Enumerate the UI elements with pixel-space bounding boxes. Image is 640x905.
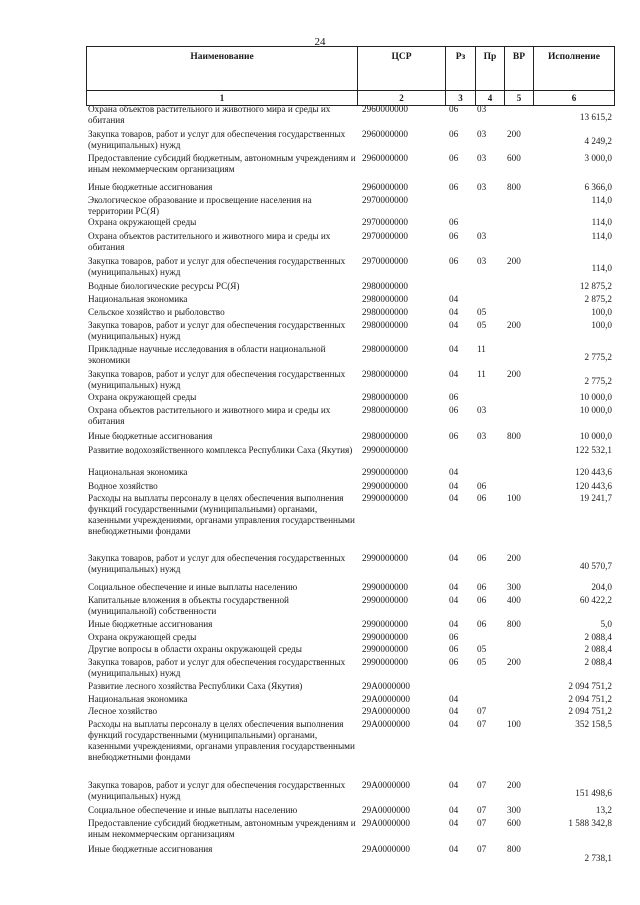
row-name: Национальная экономика <box>88 467 188 477</box>
row-name: Закупка товаров, работ и услуг для обеспечения государственных (муниципальных) нужд <box>88 129 346 150</box>
row-execution: 10 000,0 <box>579 405 612 415</box>
row-pr: 03 <box>477 231 487 241</box>
row-rz: 04 <box>449 719 459 729</box>
row-execution: 120 443,6 <box>575 481 612 491</box>
row-name: Охрана окружающей среды <box>88 392 197 402</box>
row-execution: 2 875,2 <box>584 294 612 304</box>
row-name: Водное хозяйство <box>88 481 158 491</box>
row-rz: 06 <box>449 657 459 667</box>
row-rz: 04 <box>449 481 459 491</box>
row-rz: 04 <box>449 369 459 379</box>
row-rz: 06 <box>449 153 459 163</box>
row-csr: 2990000000 <box>362 657 408 667</box>
page-number: 24 <box>314 36 326 48</box>
row-execution: 114,0 <box>591 231 612 241</box>
row-execution: 40 570,7 <box>579 561 612 571</box>
row-vr: 100 <box>507 719 521 729</box>
row-csr: 2980000000 <box>362 344 408 354</box>
row-csr: 2990000000 <box>362 632 408 642</box>
header-pr: Пр <box>476 47 505 91</box>
row-pr: 06 <box>477 493 487 503</box>
row-pr: 11 <box>477 344 486 354</box>
row-vr: 200 <box>507 780 521 790</box>
row-rz: 04 <box>449 344 459 354</box>
row-rz: 04 <box>449 467 459 477</box>
row-pr: 05 <box>477 644 487 654</box>
row-pr: 06 <box>477 553 487 563</box>
header-num-3: 3 <box>446 91 476 106</box>
row-execution: 12 875,2 <box>579 281 612 291</box>
row-execution: 13 615,2 <box>579 112 612 122</box>
row-execution: 2 088,4 <box>584 644 612 654</box>
header-num-2: 2 <box>358 91 446 106</box>
row-execution: 10 000,0 <box>579 392 612 402</box>
row-execution: 100,0 <box>591 307 612 317</box>
row-csr: 29А0000000 <box>362 694 410 704</box>
row-csr: 2980000000 <box>362 320 408 330</box>
row-name: Закупка товаров, работ и услуг для обеспечения государственных (муниципальных) нужд <box>88 369 346 390</box>
row-vr: 300 <box>507 805 521 815</box>
row-pr: 03 <box>477 256 487 266</box>
header-num-1: 1 <box>87 91 358 106</box>
row-rz: 04 <box>449 582 459 592</box>
header-num-4: 4 <box>476 91 505 106</box>
row-pr: 03 <box>477 129 487 139</box>
row-name: Иные бюджетные ассигнования <box>88 844 213 854</box>
row-execution: 100,0 <box>591 320 612 330</box>
row-csr: 29А0000000 <box>362 719 410 729</box>
row-vr: 800 <box>507 182 521 192</box>
row-csr: 2970000000 <box>362 231 408 241</box>
row-pr: 06 <box>477 582 487 592</box>
row-execution: 151 498,6 <box>575 788 612 798</box>
row-execution: 2 738,1 <box>584 853 612 863</box>
row-csr: 2980000000 <box>362 431 408 441</box>
row-vr: 200 <box>507 369 521 379</box>
row-rz: 06 <box>449 231 459 241</box>
row-pr: 03 <box>477 405 487 415</box>
header-execution: Исполнение <box>534 47 615 91</box>
row-csr: 2990000000 <box>362 619 408 629</box>
row-name: Сельское хозяйство и рыболовство <box>88 307 225 317</box>
row-name: Закупка товаров, работ и услуг для обеспечения государственных (муниципальных) нужд <box>88 320 346 341</box>
row-name: Охрана объектов растительного и животного мира и среды их обитания <box>88 104 331 125</box>
header-rz: Рз <box>446 47 476 91</box>
row-pr: 07 <box>477 818 487 828</box>
row-rz: 04 <box>449 595 459 605</box>
row-rz: 04 <box>449 780 459 790</box>
row-vr: 600 <box>507 153 521 163</box>
row-name: Национальная экономика <box>88 694 188 704</box>
row-execution: 10 000,0 <box>579 431 612 441</box>
row-rz: 06 <box>449 104 459 114</box>
row-csr: 29А0000000 <box>362 818 410 828</box>
row-csr: 2980000000 <box>362 307 408 317</box>
row-pr: 06 <box>477 481 487 491</box>
row-name: Расходы на выплаты персоналу в целях обеспечения выполнения функций государственными (муниципальными) органами, казенными учреждениями, органами управления государственными внебюджетными фондами <box>88 719 355 762</box>
row-pr: 07 <box>477 780 487 790</box>
row-rz: 04 <box>449 805 459 815</box>
row-execution: 114,0 <box>591 263 612 273</box>
row-execution: 5,0 <box>600 619 612 629</box>
row-pr: 05 <box>477 307 487 317</box>
row-rz: 06 <box>449 431 459 441</box>
row-csr: 29А0000000 <box>362 681 410 691</box>
row-name: Иные бюджетные ассигнования <box>88 431 213 441</box>
row-execution: 60 422,2 <box>579 595 612 605</box>
row-name: Закупка товаров, работ и услуг для обеспечения государственных (муниципальных) нужд <box>88 553 346 574</box>
row-name: Другие вопросы в области охраны окружающей среды <box>88 644 302 654</box>
row-rz: 04 <box>449 320 459 330</box>
row-execution: 120 443,6 <box>575 467 612 477</box>
header-vr: ВР <box>505 47 534 91</box>
row-rz: 04 <box>449 706 459 716</box>
row-csr: 2990000000 <box>362 644 408 654</box>
row-rz: 04 <box>449 818 459 828</box>
row-csr: 29А0000000 <box>362 844 410 854</box>
row-name: Охрана окружающей среды <box>88 632 197 642</box>
row-name: Охрана объектов растительного и животного мира и среды их обитания <box>88 405 331 426</box>
row-rz: 04 <box>449 694 459 704</box>
row-rz: 06 <box>449 129 459 139</box>
row-vr: 200 <box>507 553 521 563</box>
row-rz: 04 <box>449 307 459 317</box>
row-vr: 400 <box>507 595 521 605</box>
row-name: Экологическое образование и просвещение населения на территории РС(Я) <box>88 195 312 216</box>
row-execution: 2 094 751,2 <box>568 706 612 716</box>
row-pr: 07 <box>477 805 487 815</box>
row-name: Водные биологические ресурсы РС(Я) <box>88 281 240 291</box>
row-execution: 4 249,2 <box>584 136 612 146</box>
row-pr: 05 <box>477 320 487 330</box>
row-name: Охрана окружающей среды <box>88 217 197 227</box>
row-csr: 2980000000 <box>362 405 408 415</box>
row-pr: 07 <box>477 719 487 729</box>
row-pr: 03 <box>477 182 487 192</box>
row-csr: 2960000000 <box>362 129 408 139</box>
row-rz: 04 <box>449 294 459 304</box>
row-csr: 29А0000000 <box>362 780 410 790</box>
row-name: Закупка товаров, работ и услуг для обеспечения государственных (муниципальных) нужд <box>88 780 346 801</box>
row-name: Охрана объектов растительного и животного мира и среды их обитания <box>88 231 331 252</box>
row-csr: 2960000000 <box>362 182 408 192</box>
row-execution: 1 588 342,8 <box>568 818 612 828</box>
row-csr: 2960000000 <box>362 104 408 114</box>
header-name: Наименование <box>87 47 358 91</box>
row-name: Прикладные научные исследования в области национальной экономики <box>88 344 326 365</box>
row-execution: 2 088,4 <box>584 657 612 667</box>
row-name: Закупка товаров, работ и услуг для обеспечения государственных (муниципальных) нужд <box>88 256 346 277</box>
row-pr: 11 <box>477 369 486 379</box>
row-vr: 200 <box>507 657 521 667</box>
row-rz: 06 <box>449 217 459 227</box>
row-pr: 07 <box>477 844 487 854</box>
row-csr: 2990000000 <box>362 582 408 592</box>
row-execution: 352 158,5 <box>575 719 612 729</box>
row-name: Развитие лесного хозяйства Республики Саха (Якутия) <box>88 681 303 691</box>
row-name: Предоставление субсидий бюджетным, автономным учреждениям и иным некоммерческим организациям <box>88 153 356 174</box>
row-rz: 04 <box>449 553 459 563</box>
row-pr: 06 <box>477 619 487 629</box>
row-vr: 300 <box>507 582 521 592</box>
row-pr: 03 <box>477 104 487 114</box>
header-csr: ЦСР <box>358 47 446 91</box>
row-csr: 29А0000000 <box>362 805 410 815</box>
row-rz: 06 <box>449 644 459 654</box>
row-rz: 06 <box>449 405 459 415</box>
row-name: Предоставление субсидий бюджетным, автономным учреждениям и иным некоммерческим организациям <box>88 818 356 839</box>
row-execution: 2 088,4 <box>584 632 612 642</box>
row-execution: 6 366,0 <box>584 182 612 192</box>
row-vr: 800 <box>507 431 521 441</box>
row-execution: 2 094 751,2 <box>568 681 612 691</box>
row-csr: 2990000000 <box>362 595 408 605</box>
row-name: Социальное обеспечение и иные выплаты населению <box>88 582 298 592</box>
row-csr: 2990000000 <box>362 445 408 455</box>
row-csr: 2990000000 <box>362 493 408 503</box>
row-csr: 2980000000 <box>362 369 408 379</box>
row-name: Закупка товаров, работ и услуг для обеспечения государственных (муниципальных) нужд <box>88 657 346 678</box>
row-csr: 2980000000 <box>362 281 408 291</box>
row-rz: 06 <box>449 632 459 642</box>
row-execution: 2 775,2 <box>584 376 612 386</box>
row-name: Развитие водохозяйственного комплекса Республики Саха (Якутия) <box>88 445 353 455</box>
row-vr: 200 <box>507 320 521 330</box>
row-vr: 800 <box>507 619 521 629</box>
row-csr: 29А0000000 <box>362 706 410 716</box>
row-execution: 204,0 <box>591 582 612 592</box>
row-pr: 03 <box>477 431 487 441</box>
row-execution: 19 241,7 <box>579 493 612 503</box>
row-pr: 03 <box>477 153 487 163</box>
row-rz: 06 <box>449 182 459 192</box>
row-csr: 2970000000 <box>362 256 408 266</box>
row-rz: 06 <box>449 392 459 402</box>
row-csr: 2990000000 <box>362 553 408 563</box>
row-rz: 06 <box>449 256 459 266</box>
row-name: Лесное хозяйство <box>88 706 158 716</box>
row-name: Социальное обеспечение и иные выплаты населению <box>88 805 298 815</box>
row-vr: 800 <box>507 844 521 854</box>
row-csr: 2970000000 <box>362 217 408 227</box>
row-vr: 600 <box>507 818 521 828</box>
row-vr: 100 <box>507 493 521 503</box>
row-name: Иные бюджетные ассигнования <box>88 619 213 629</box>
row-execution: 2 094 751,2 <box>568 694 612 704</box>
row-csr: 2980000000 <box>362 392 408 402</box>
row-csr: 2990000000 <box>362 467 408 477</box>
row-name: Расходы на выплаты персоналу в целях обеспечения выполнения функций государственными (муниципальными) органами, казенными учреждениями, органами управления государственными внебюджетными фондами <box>88 493 355 536</box>
row-csr: 2970000000 <box>362 195 408 205</box>
row-execution: 122 532,1 <box>575 445 612 455</box>
row-vr: 200 <box>507 256 521 266</box>
row-name: Национальная экономика <box>88 294 188 304</box>
row-rz: 04 <box>449 619 459 629</box>
row-rz: 04 <box>449 844 459 854</box>
row-csr: 2960000000 <box>362 153 408 163</box>
row-pr: 05 <box>477 657 487 667</box>
row-pr: 07 <box>477 706 487 716</box>
row-csr: 2990000000 <box>362 481 408 491</box>
row-execution: 114,0 <box>591 195 612 205</box>
header-num-6: 6 <box>534 91 615 106</box>
row-execution: 13,2 <box>595 805 612 815</box>
row-rz: 04 <box>449 493 459 503</box>
row-name: Иные бюджетные ассигнования <box>88 182 213 192</box>
row-execution: 3 000,0 <box>584 153 612 163</box>
header-num-5: 5 <box>505 91 534 106</box>
row-pr: 06 <box>477 595 487 605</box>
row-name: Капитальные вложения в объекты государственной (муниципальной) собственности <box>88 595 289 616</box>
row-execution: 114,0 <box>591 217 612 227</box>
row-csr: 2980000000 <box>362 294 408 304</box>
row-execution: 2 775,2 <box>584 352 612 362</box>
row-vr: 200 <box>507 129 521 139</box>
